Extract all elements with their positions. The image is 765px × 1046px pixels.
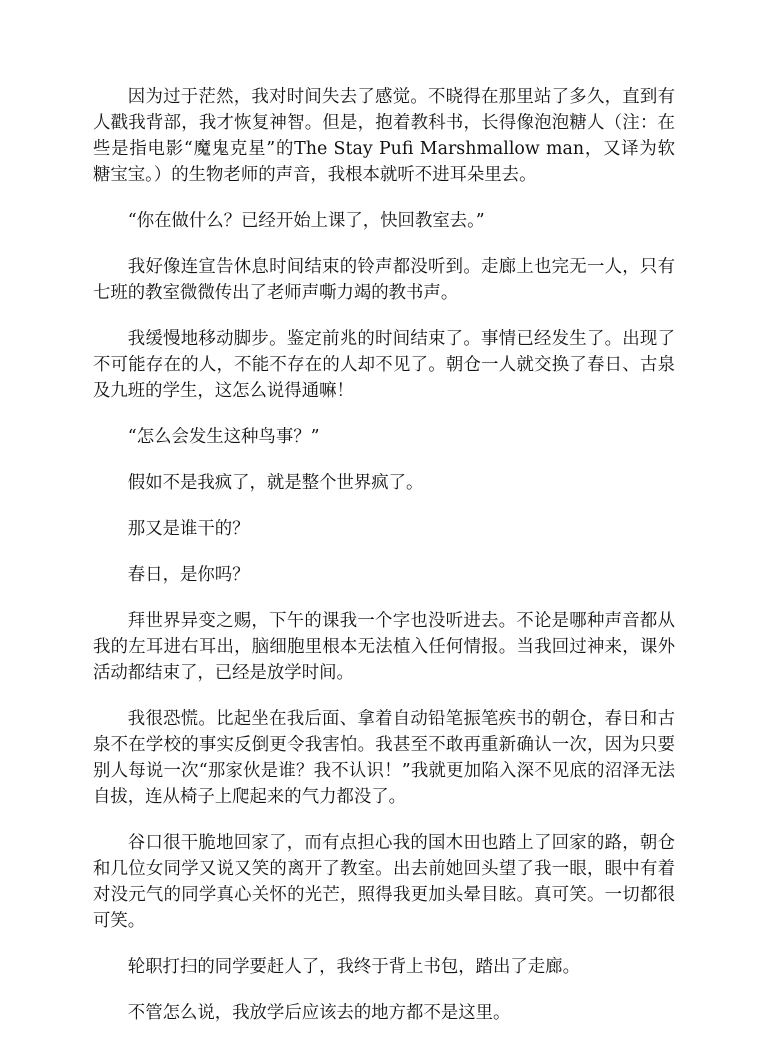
- paragraph-11: 谷口很干脆地回家了，而有点担心我的国木田也踏上了回家的路，朝仓和几位女同学又说又笑的离开了教室。出去前她回头望了我一眼，眼中有着对没元气的同学真心关怀的光芒，照得我更加头晕目眩。真可笑。一切都很可笑。: [93, 833, 675, 931]
- body-text: [93, 84, 675, 1046]
- paragraph-1: 因为过于茫然，我对时间失去了感觉。不晓得在那里站了多久，直到有人戳我背部，我才恢复神智。但是，抱着教科书，长得像泡泡糖人（注：在些是指电影“魔鬼克星”的The Stay Pufi Marshmallow man，又译为软糖宝宝。）的生物老师的声音，我根本就听不进耳朵里去。: [93, 87, 675, 185]
- paragraph-12: 轮职打扫的同学要赶人了，我终于背上书包，踏出了走廊。: [127, 957, 580, 977]
- paragraph-13: 不管怎么说，我放学后应该去的地方都不是这里。: [127, 1003, 511, 1023]
- paragraph-8: 春日，是你吗？: [127, 565, 250, 585]
- paragraph-7: 那又是谁干的？: [127, 519, 250, 539]
- paragraph-5: “怎么会发生这种鸟事？”: [127, 427, 320, 447]
- paragraph-3: 我好像连宣告休息时间结束的铃声都没听到。走廊上也完无一人，只有七班的教室微微传出了老师声嘶力竭的教书声。: [93, 257, 675, 303]
- paragraph-10: 我很恐慌。比起坐在我后面、拿着自动铅笔振笔疾书的朝仓，春日和古泉不在学校的事实反倒更令我害怕。我甚至不敢再重新确认一次，因为只要别人每说一次“那家伙是谁？我不认识！”我就更加陷入深不见底的沼泽无法自拔，连从椅子上爬起来的气力都没了。: [93, 709, 675, 807]
- paragraph-2: “你在做什么？已经开始上课了，快回教室去。”: [127, 211, 485, 231]
- paragraph-4: 我缓慢地移动脚步。鉴定前兆的时间结束了。事情已经发生了。出现了不可能存在的人，不能不存在的人却不见了。朝仓一人就交换了春日、古泉及九班的学生，这怎么说得通嘛！: [93, 329, 675, 401]
- paragraph-6: 假如不是我疯了，就是整个世界疯了。: [127, 473, 424, 493]
- paragraph-9: 拜世界异变之赐，下午的课我一个字也没听进去。不论是哪种声音都从我的左耳进右耳出，脑细胞里根本无法植入任何情报。当我回过神来，课外活动都结束了，已经是放学时间。: [93, 611, 675, 683]
